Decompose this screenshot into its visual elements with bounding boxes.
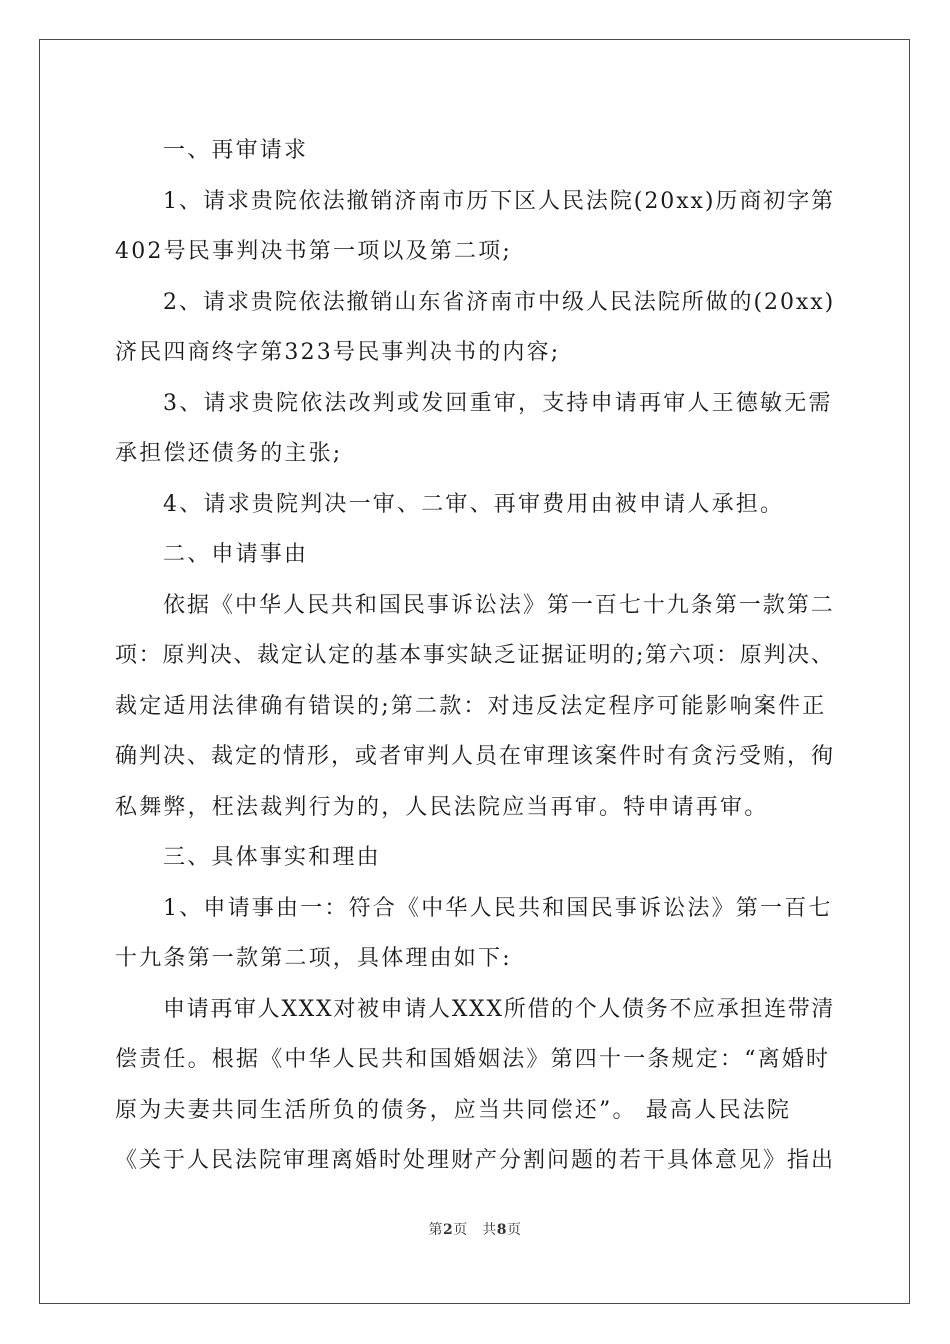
paragraph-line: 济民四商终字第323号民事判决书的内容; (115, 340, 561, 365)
page-label-suffix: 页 (507, 1222, 522, 1238)
paragraph-line: 1、申请事由一：符合《中华人民共和国民事诉讼法》第一百七 (163, 895, 833, 921)
paragraph-line: 十九条第一款第二项，具体理由如下: (115, 946, 512, 971)
paragraph-line: 《关于人民法院审理离婚时处理财产分割问题的若干具体意见》指出 (115, 1148, 836, 1173)
current-page-number: 2 (443, 1222, 454, 1238)
paragraph-line: 承担偿还债务的主张; (115, 441, 343, 466)
paragraph-line: 项：原判决、裁定认定的基本事实缺乏证据证明的;第六项：原判决、 (115, 643, 835, 668)
paragraph-line: 私舞弊，枉法裁判行为的，人民法院应当再审。特申请再审。 (115, 794, 769, 820)
section-heading-retrial-request: 一、再审请求 (163, 138, 309, 163)
paragraph-line: 1、请求贵院依法撤销济南市历下区人民法院(20xx)历商初字第 (163, 188, 836, 214)
paragraph-line: 裁定适用法律确有错误的;第二款：对违反法定程序可能影响案件正 (115, 693, 827, 719)
document-body (115, 126, 835, 1187)
page-label-middle: 页 共 (453, 1222, 497, 1238)
paragraph-line: 原为夫妻共同生活所负的债务，应当共同偿还”。 最高人民法院 (115, 1097, 792, 1123)
paragraph-line: 申请再审人XXX对被申请人XXX所借的个人债务不应承担连带清 (163, 996, 836, 1022)
page-number-footer (0, 1219, 950, 1239)
paragraph-line: 依据《中华人民共和国民事诉讼法》第一百七十九条第一款第二 (163, 592, 835, 618)
paragraph-line: 偿责任。根据《中华人民共和国婚姻法》第四十一条规定：“离婚时 (115, 1047, 831, 1072)
section-heading-facts-and-reasons: 三、具体事实和理由 (163, 845, 381, 870)
paragraph-line: 402号民事判决书第一项以及第二项; (115, 239, 513, 264)
page-label-prefix: 第 (428, 1222, 443, 1238)
paragraph-line: 3、请求贵院依法改判或发回重审，支持申请再审人王德敏无需 (163, 390, 833, 416)
paragraph-line: 2、请求贵院依法撤销山东省济南市中级人民法院所做的(20xx) (163, 289, 836, 315)
paragraph-line: 确判决、裁定的情形，或者审判人员在审理该案件时有贪污受贿，徇 (115, 744, 836, 769)
section-heading-application-reason: 二、申请事由 (163, 542, 309, 567)
paragraph-line: 4、请求贵院判决一审、二审、再审费用由被申请人承担。 (163, 491, 785, 517)
total-page-number: 8 (496, 1222, 507, 1238)
